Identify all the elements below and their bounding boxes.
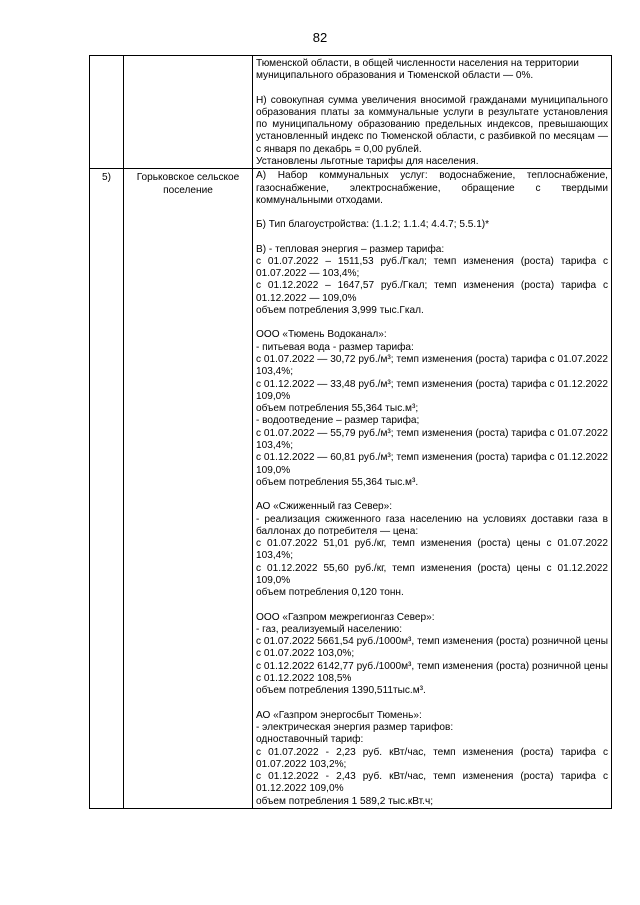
table-row-continued xyxy=(90,56,612,169)
text-line: с 01.12.2022 – 1647,57 руб./Гкал; темп изменения (роста) тарифа с 01.12.2022 — 109,0% xyxy=(256,280,608,304)
text-line: - электрическая энергия размер тарифов: xyxy=(256,721,454,733)
row-number: 5) xyxy=(90,169,124,809)
text-line: объем потребления 55,364 тыс.м³; xyxy=(256,403,419,415)
content-cell xyxy=(253,169,612,809)
text-line: с 01.07.2022 5661,54 руб./1000м³, темп изменения (роста) розничной цены с 01.07.2022 103,0%; xyxy=(256,636,608,660)
water-block xyxy=(256,329,608,489)
provider-name: ООО «Газпром межрегионгаз Север»: xyxy=(256,611,435,623)
natural-gas-block xyxy=(256,612,608,698)
benefits-note: Установлены льготные тарифы для населения. xyxy=(256,156,479,168)
text-line: В) - тепловая энергия – размер тарифа: xyxy=(256,243,445,255)
heat-energy-block xyxy=(256,244,608,318)
lpg-block xyxy=(256,501,608,599)
text-line: с 01.12.2022 6142,77 руб./1000м³, темп изменения (роста) розничной цены с 01.12.2022 108,5% xyxy=(256,660,608,685)
text-line: объем потребления 1390,511тыс.м³. xyxy=(256,685,426,697)
text-line: - питьевая вода - размер тарифа: xyxy=(256,341,414,353)
electricity-block xyxy=(256,710,608,808)
provider-name: АО «Сжиженный газ Север»: xyxy=(256,501,393,513)
text-line: - водоотведение – размер тарифа; xyxy=(256,415,420,427)
text-line: с 01.12.2022 55,60 руб./кг, темп изменения (роста) цены с 01.12.2022 109,0% xyxy=(256,562,608,586)
content-cell xyxy=(253,56,612,169)
text-line: с 01.07.2022 51,01 руб./кг, темп изменения (роста) цены с 01.07.2022 103,4%; xyxy=(256,538,608,562)
text-line: с 01.12.2022 — 60,81 руб./м³; темп изменения (роста) тарифа с 01.12.2022 109,0% xyxy=(256,452,608,476)
text-line: объем потребления 55,364 тыс.м³. xyxy=(256,476,419,488)
row-number-cell xyxy=(90,56,124,169)
text-line: объем потребления 0,120 тонн. xyxy=(256,587,404,599)
text-line: муниципального образования и Тюменской области — 0%. xyxy=(256,70,534,82)
utilities-set-paragraph: А) Набор коммунальных услуг: водоснабжение, теплоснабжение, газоснабжение, электроснабжение, обращение с твердыми коммунальными отходами. xyxy=(256,170,608,206)
text-line: объем потребления 1 589,2 тыс.кВт.ч; xyxy=(256,795,434,807)
provider-name: ООО «Тюмень Водоканал»: xyxy=(256,329,387,341)
settlement-cell xyxy=(124,56,253,169)
text-line: Тюменской области, в общей численности населения на территории xyxy=(256,58,579,69)
text-line: - газ, реализуемый населению: xyxy=(256,623,403,635)
text-line: с 01.12.2022 - 2,43 руб. кВт/час, темп изменения (роста) тарифа с 01.12.2022 109,0% xyxy=(256,771,608,795)
text-line: объем потребления 3,999 тыс.Гкал. xyxy=(256,305,424,317)
text-line: с 01.07.2022 – 1511,53 руб./Гкал; темп изменения (роста) тарифа с 01.07.2022 — 103,4%; xyxy=(256,255,608,280)
settlement-name: Горьковское сельское поселение xyxy=(124,169,253,809)
page-number: 82 xyxy=(312,30,328,45)
text-line: - реализация сжиженного газа населению на условиях доставки газа в баллонах до потребителя — цена: xyxy=(256,513,608,537)
table-row-settlement-5 xyxy=(90,169,612,809)
improvement-type-paragraph: Б) Тип благоустройства: (1.1.2; 1.1.4; 4.4.7; 5.5.1)* xyxy=(256,219,490,231)
text-line: одноставочный тариф: xyxy=(256,734,364,746)
text-line: с 01.07.2022 - 2,23 руб. кВт/час, темп изменения (роста) тарифа с 01.07.2022 103,2%; xyxy=(256,746,608,770)
text-line: с 01.12.2022 — 33,48 руб./м³; темп изменения (роста) тарифа с 01.12.2022 109,0% xyxy=(256,378,608,402)
text-line: с 01.07.2022 — 30,72 руб./м³; темп изменения (роста) тарифа с 01.07.2022 103,4%; xyxy=(256,353,608,378)
tariff-table xyxy=(89,55,612,809)
text-line: с 01.07.2022 — 55,79 руб./м³; темп изменения (роста) тарифа с 01.07.2022 103,4%; xyxy=(256,427,608,452)
item-h-paragraph: Н) совокупная сумма увеличения вносимой гражданами муниципального образования платы за коммунальные услуги в результате установления по муниципальному образованию предельных индексов, превышающих установленный индекс по Тюменской области, с разбивкой по месяцам — с января по декабрь = 0,00 рублей. xyxy=(256,94,608,155)
provider-name: АО «Газпром энергосбыт Тюмень»: xyxy=(256,709,422,721)
